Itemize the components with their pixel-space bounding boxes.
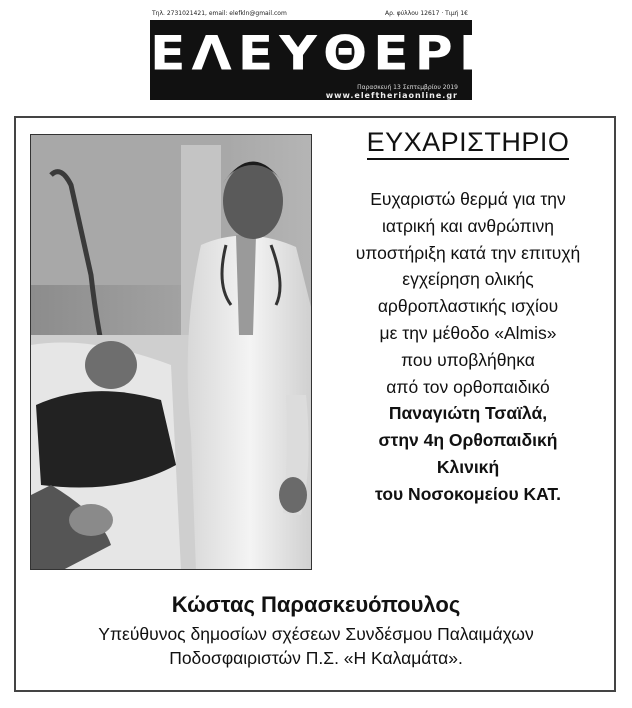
body-line: που υποβλήθηκα [401, 349, 535, 370]
hospital-photo [30, 134, 312, 570]
body-bold-line: Παναγιώτη Τσαϊλά, [388, 403, 548, 424]
body-line: υποστήριξη κατά την επιτυχή [355, 242, 581, 263]
body-line: αρθροπλαστικής ισχίου [377, 296, 559, 317]
body-line: εγχείρηση ολικής [402, 269, 534, 290]
body-line: ιατρική και ανθρώπινη [382, 215, 554, 236]
signer-name: Κώστας Παρασκευόπουλος [171, 592, 461, 617]
masthead-website: www.eleftheriaonline.gr [325, 91, 458, 100]
newspaper-masthead [150, 8, 531, 100]
notice-heading [320, 126, 616, 158]
role-line: Ποδοσφαιριστών Π.Σ. «Η Καλαμάτα». [169, 648, 463, 668]
masthead-date: Παρασκευή 13 Σεπτεμβρίου 2019 [357, 84, 458, 91]
body-bold-line: του Νοσοκομείου ΚΑΤ. [375, 483, 561, 504]
signer-role [0, 622, 632, 670]
body-bold-line: στην 4η Ορθοπαιδική [378, 430, 558, 451]
notice-body [318, 186, 618, 508]
body-line: Ευχαριστώ θερμά για την [370, 189, 566, 209]
body-bold-line: Κλινική [436, 456, 500, 477]
notice-heading-text: ΕΥΧΑΡΙΣΤΗΡΙΟ [367, 127, 570, 160]
body-line: με την μέθοδο «Almis» [379, 322, 557, 343]
masthead-info-bar [150, 8, 472, 20]
masthead-contact: Τηλ. 2731021421, email: elefkln@gmail.com [152, 10, 287, 17]
body-line: από τον ορθοπαιδικό [386, 376, 550, 397]
masthead-issue: Αρ. φύλλου 12617 · Τιμή 1€ [385, 10, 468, 17]
hospital-photo-illustration [31, 135, 312, 570]
role-line: Υπεύθυνος δημοσίων σχέσεων Συνδέσμου Παλαιμάχων [98, 624, 534, 644]
newspaper-title: ΕΛΕΥΘΕΡΙΑ [150, 27, 531, 81]
